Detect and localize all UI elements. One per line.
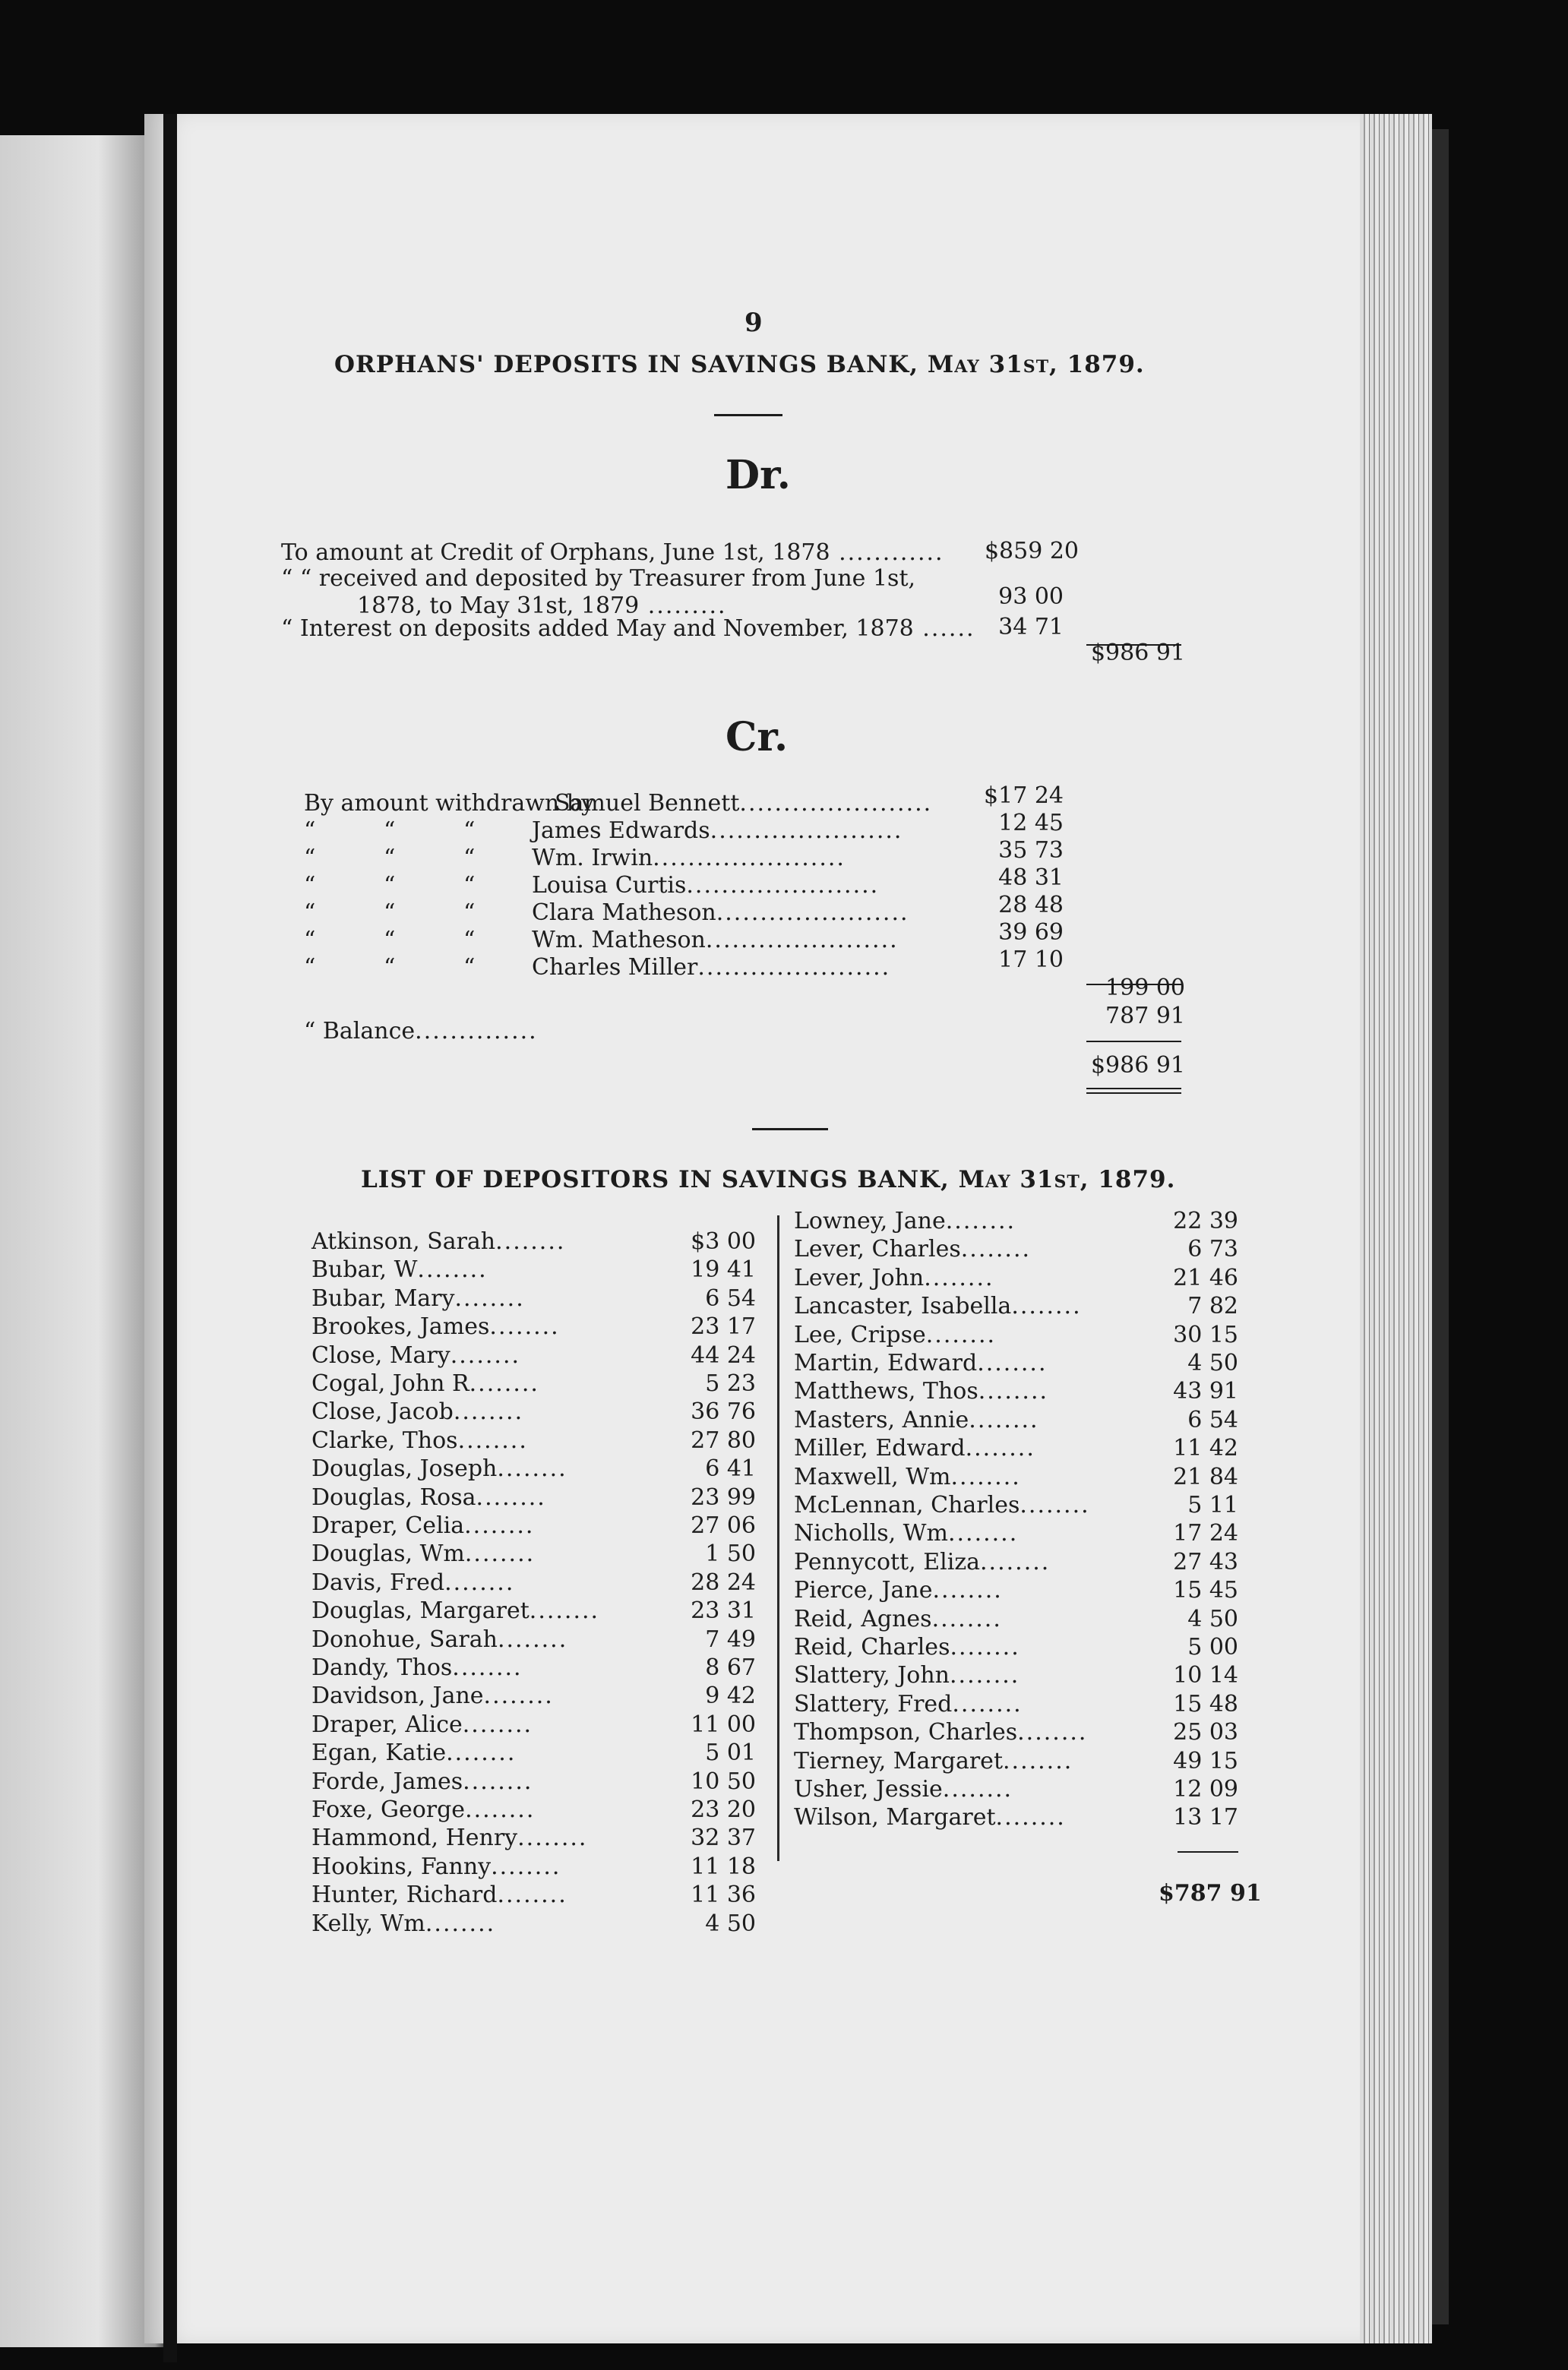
ditto-mark: “ [304,872,316,899]
depositor-name: Kelly, Wm [311,1910,425,1937]
depositor-row [311,1427,528,1455]
depositor-row [311,1256,488,1284]
dr-entry-text: To amount at Credit of Orphans, June 1st, 1878 [281,539,830,566]
depositor-name: Forde, James [311,1768,463,1795]
depositor-amount: 13 17 [1173,1804,1238,1831]
depositor-amount: 25 03 [1173,1719,1238,1746]
depositor-name: Donohue, Sarah [311,1626,498,1653]
depositor-row [794,1435,1035,1462]
depositor-name: Close, Jacob [311,1398,454,1426]
dr-entry-amount: $859 20 [984,538,1079,564]
depositor-row [794,1407,1039,1434]
cr-entry [304,927,899,953]
depositor-name: Lowney, Jane [794,1208,946,1234]
ditto-mark: “ [463,899,476,926]
dr-heading: Dr. [726,452,791,498]
depositor-name: Hammond, Henry [311,1825,518,1852]
depositor-leader: ........ [1017,1719,1088,1746]
depositor-row [311,1825,587,1852]
depositors-title-main: LIST OF DEPOSITORS IN SAVINGS BANK, [361,1166,950,1193]
depositor-amount: 12 09 [1173,1776,1238,1803]
depositor-name: Pierce, Jane [794,1577,933,1604]
depositor-row [794,1293,1082,1320]
depositor-amount: 11 36 [691,1882,756,1909]
depositors-title-date: May 31st, 1879. [958,1166,1176,1193]
depositor-row [311,1398,523,1426]
depositor-name: Lever, John [794,1264,925,1291]
depositor-row [794,1577,1003,1604]
depositor-leader: ........ [932,1577,1003,1604]
depositor-row [794,1748,1073,1775]
cr-entry-amount: 28 48 [998,892,1064,918]
depositor-name: Thompson, Charles [794,1719,1018,1746]
depositor-amount: 23 31 [691,1597,756,1625]
depositor-name: Masters, Annie [794,1406,969,1433]
title-rule [714,414,782,416]
depositor-name: Hookins, Fanny [311,1853,492,1880]
section-rule [752,1128,828,1130]
withdrawn-total: 199 00 [1105,975,1185,1001]
depositor-leader: ........ [483,1683,554,1710]
depositor-name: Hunter, Richard [311,1882,498,1909]
dr-entry-leader: ............ [830,539,944,566]
depositor-leader: ........ [960,1236,1032,1263]
depositor-amount: 21 84 [1173,1463,1238,1490]
dr-entry-text: “ Interest on deposits added May and November, 1878 [281,615,914,642]
depositor-amount: 22 39 [1173,1208,1238,1234]
depositor-leader: ........ [444,1569,515,1596]
ditto-mark: “ [384,927,396,953]
depositor-leader: ........ [980,1548,1051,1575]
ditto-mark: “ [384,954,396,981]
depositor-amount: 6 54 [1187,1406,1238,1433]
cr-entry [304,872,879,899]
depositor-row [794,1691,1023,1718]
cr-first-label: By amount withdrawn by [304,790,594,817]
depositor-name: Brookes, James [311,1313,490,1341]
depositor-row [794,1606,1002,1633]
cr-total-rule-top [1086,1041,1181,1042]
depositor-leader: ........ [453,1398,524,1426]
depositor-leader: ........ [489,1313,560,1341]
depositor-name: Slattery, Fred [794,1690,953,1717]
depositor-leader: ........ [457,1427,528,1454]
depositor-amount: 44 24 [691,1341,756,1369]
depositor-row [311,1597,599,1625]
depositor-amount: 5 11 [1187,1492,1238,1518]
cr-entry [555,790,932,817]
depositor-leader: ........ [497,1455,567,1483]
cr-entry-name: James Edwards [532,817,710,844]
depositor-amount: 15 45 [1173,1577,1238,1604]
depositor-amount: 6 54 [705,1285,756,1312]
cr-total: $986 91 [1090,1052,1185,1079]
cr-total-rule-bottom [1086,1088,1181,1089]
depositor-row [311,1540,535,1568]
depositor-leader: ........ [517,1825,588,1852]
dr-entry-amount: 34 71 [998,614,1064,640]
depositor-amount: 11 18 [691,1853,756,1880]
depositor-leader: ........ [1003,1747,1073,1774]
depositor-row [311,1370,539,1398]
depositor-row [311,1569,514,1597]
depositor-amount: 6 73 [1187,1236,1238,1263]
depositor-leader: ........ [462,1711,533,1738]
cr-entry-name: Wm. Irwin [532,845,653,871]
depositor-name: Foxe, George [311,1796,466,1823]
depositor-name: Maxwell, Wm [794,1463,951,1490]
depositor-leader: ........ [469,1370,539,1397]
depositor-row [794,1634,1020,1661]
depositor-name: Bubar, W [311,1256,418,1284]
cr-total-rule-bottom-2 [1086,1092,1181,1094]
depositor-row [794,1464,1021,1491]
ditto-mark: “ [304,817,316,844]
depositor-row [794,1662,1020,1689]
depositor-row [311,1285,525,1313]
depositor-row [794,1492,1090,1519]
ditto-mark: “ [463,817,476,844]
ditto-mark: “ [463,845,476,871]
depositors-total-rule [1178,1851,1238,1853]
depositor-amount: 1 50 [705,1540,756,1568]
cr-entry-name: Louisa Curtis [532,872,687,899]
cr-entry-amount: 12 45 [998,810,1064,836]
depositor-amount: 49 15 [1173,1747,1238,1774]
dr-total: $986 91 [1090,640,1185,666]
depositor-amount: 43 91 [1173,1378,1238,1405]
depositor-leader: ........ [476,1484,546,1511]
depositor-row [794,1719,1087,1746]
depositor-leader: ........ [446,1740,517,1767]
depositor-leader: ........ [1011,1293,1082,1320]
depositor-leader: ........ [950,1463,1021,1490]
ditto-mark: “ [304,899,316,926]
dr-entry-leader: ...... [913,615,975,642]
depositor-amount: 17 24 [1173,1520,1238,1547]
depositor-leader: ........ [417,1256,488,1284]
depositor-leader: ........ [977,1350,1048,1376]
depositor-leader: ........ [463,1768,533,1795]
ditto-mark: “ [384,899,396,926]
depositor-amount: 8 67 [705,1654,756,1681]
cr-entry [304,817,903,844]
cr-entry-name: Samuel Bennett [555,790,740,817]
depositor-amount: $3 00 [691,1228,756,1255]
depositor-leader: ........ [945,1208,1016,1234]
ditto-mark: “ [463,927,476,953]
book-cover-edge [1432,129,1449,2324]
depositor-name: Tierney, Margaret [794,1747,1003,1774]
depositor-row [311,1313,560,1341]
depositor-amount: 23 99 [691,1484,756,1511]
depositor-amount: 7 49 [705,1626,756,1653]
depositor-row [794,1804,1066,1831]
depositor-amount: 27 43 [1173,1548,1238,1575]
depositor-name: Close, Mary [311,1341,450,1369]
depositor-name: Bubar, Mary [311,1285,455,1312]
cr-entry-leader: ...................... [716,899,909,926]
depositor-amount: 7 82 [1187,1293,1238,1320]
ditto-mark: “ [384,845,396,871]
depositor-leader: ........ [931,1605,1002,1632]
depositor-name: Dandy, Thos [311,1654,453,1681]
cr-entry-name: Clara Matheson [532,899,716,926]
depositor-row [311,1228,565,1256]
depositor-row [311,1910,495,1938]
depositor-name: Miller, Edward [794,1435,966,1462]
depositor-leader: ........ [497,1882,567,1909]
depositor-amount: 32 37 [691,1825,756,1852]
depositor-name: Nicholls, Wm [794,1520,948,1547]
depositor-name: Lee, Cripse [794,1321,926,1348]
ditto-mark: “ [304,954,316,981]
depositor-row [311,1768,533,1796]
depositor-name: Egan, Katie [311,1740,447,1767]
depositor-name: Douglas, Rosa [311,1484,476,1511]
ditto-mark: “ [304,927,316,953]
left-page-edge [0,135,163,2347]
depositor-name: Draper, Alice [311,1711,463,1738]
depositor-amount: 10 50 [691,1768,756,1795]
depositor-leader: ........ [529,1597,600,1625]
depositor-amount: 10 14 [1173,1662,1238,1689]
depositor-amount: 5 23 [705,1370,756,1397]
depositors-title [361,1166,1175,1193]
depositor-name: Clarke, Thos [311,1427,458,1454]
depositor-amount: 4 50 [1187,1350,1238,1376]
depositor-leader: ........ [1020,1492,1090,1518]
depositor-name: Douglas, Joseph [311,1455,498,1483]
cr-entry-leader: ...................... [686,872,880,899]
depositor-name: Douglas, Margaret [311,1597,530,1625]
cr-entry-leader: ...................... [653,845,846,871]
depositor-name: Atkinson, Sarah [311,1228,496,1255]
cr-heading: Cr. [726,714,789,760]
column-divider [777,1215,779,1861]
depositor-row [311,1484,546,1512]
depositor-row [794,1236,1031,1263]
depositor-amount: 21 46 [1173,1264,1238,1291]
cr-entry-leader: ...................... [739,790,933,817]
depositor-amount: 28 24 [691,1569,756,1596]
dr-entry-text: “ “ received and deposited by Treasurer from June 1st, [281,565,916,592]
balance-label-text: “ Balance [304,1018,416,1044]
depositor-leader: ........ [995,1804,1066,1831]
depositor-amount: 11 00 [691,1711,756,1738]
depositor-amount: 27 80 [691,1427,756,1454]
depositor-amount: 15 48 [1173,1690,1238,1717]
balance-label: “ Balance.............. [304,1018,538,1044]
depositor-name: Reid, Agnes [794,1605,932,1632]
cr-entry-amount: 17 10 [998,946,1064,973]
depositor-row [311,1853,561,1881]
depositor-name: Martin, Edward [794,1350,978,1376]
depositor-row [794,1208,1016,1235]
depositor-leader: ........ [465,1796,536,1823]
depositor-leader: ........ [497,1626,568,1653]
depositor-name: Usher, Jessie [794,1776,943,1803]
cr-entry-amount: $17 24 [984,782,1064,809]
depositor-leader: ........ [495,1228,566,1255]
depositor-amount: 27 06 [691,1512,756,1539]
depositor-leader: ........ [924,1264,994,1291]
dr-entry [281,539,944,566]
page-number: 9 [744,308,763,338]
orphans-title-date: May 31st, 1879. [927,351,1145,378]
depositor-leader: ........ [950,1662,1020,1689]
depositor-name: Cogal, John R [311,1370,469,1397]
depositor-row [311,1711,533,1739]
ditto-mark: “ [304,845,316,871]
depositor-amount: 23 20 [691,1796,756,1823]
depositor-row [311,1512,534,1540]
depositor-name: Davis, Fred [311,1569,445,1596]
depositor-amount: 4 50 [1187,1605,1238,1632]
depositor-row [311,1740,516,1767]
ditto-mark: “ [384,817,396,844]
depositor-amount: 4 50 [705,1910,756,1937]
dr-entry-leader: ......... [639,592,727,619]
depositor-leader: ........ [952,1690,1023,1717]
orphans-title [334,351,1145,378]
depositor-amount: 9 42 [705,1683,756,1710]
depositor-amount: 36 76 [691,1398,756,1426]
depositor-amount: 5 01 [705,1740,756,1767]
depositor-name: Wilson, Margaret [794,1804,996,1831]
orphans-title-main: ORPHANS' DEPOSITS IN SAVINGS BANK, [334,351,919,378]
depositor-row [794,1776,1013,1803]
depositor-row [311,1455,567,1483]
depositor-name: Draper, Celia [311,1512,465,1539]
ditto-mark: “ [463,954,476,981]
depositor-row [311,1342,520,1370]
cr-entry-amount: 48 31 [998,864,1064,891]
depositor-leader: ........ [491,1853,561,1880]
depositor-leader: ........ [464,1512,535,1539]
dr-entry [281,615,975,642]
depositor-leader: ........ [965,1435,1035,1462]
dr-entry [281,565,915,592]
dr-entry-text: 1878, to May 31st, 1879 [357,592,640,619]
depositor-row [311,1683,554,1710]
depositor-leader: ........ [950,1634,1020,1661]
depositor-leader: ........ [464,1540,536,1568]
cr-entry-amount: 35 73 [998,837,1064,864]
depositor-leader: ........ [942,1776,1013,1803]
cr-entry-name: Wm. Matheson [532,927,706,953]
depositor-leader: ........ [425,1910,496,1937]
depositor-leader: ........ [452,1654,523,1681]
cr-entry-name: Charles Miller [532,954,698,981]
depositor-name: Lancaster, Isabella [794,1293,1012,1320]
depositor-amount: 30 15 [1173,1321,1238,1348]
depositor-amount: 5 00 [1187,1634,1238,1661]
cr-entry-amount: 39 69 [998,919,1064,946]
depositor-row [794,1350,1048,1377]
depositor-row [311,1882,567,1909]
depositor-amount: 23 17 [691,1313,756,1341]
depositor-row [311,1654,523,1682]
ditto-mark: “ [384,872,396,899]
page-stack-edge [1360,114,1432,2343]
depositors-total: $787 91 [1159,1880,1262,1907]
depositor-row [794,1322,996,1349]
depositor-amount: 19 41 [691,1256,756,1284]
cr-entry-leader: ...................... [697,954,891,981]
cr-entry [304,899,909,926]
depositor-leader: ........ [978,1378,1049,1405]
depositor-leader: ........ [969,1406,1039,1433]
ditto-mark: “ [463,872,476,899]
depositor-row [794,1265,994,1292]
cr-entry-leader: ...................... [710,817,903,844]
dr-entry-amount: 93 00 [998,583,1064,610]
depositor-row [794,1520,1018,1547]
depositor-row [794,1549,1050,1576]
cr-entry-leader: ...................... [705,927,899,953]
depositor-name: McLennan, Charles [794,1492,1020,1518]
depositor-name: Slattery, John [794,1662,950,1689]
depositor-name: Douglas, Wm [311,1540,465,1568]
depositor-name: Pennycott, Eliza [794,1548,981,1575]
depositor-name: Davidson, Jane [311,1683,484,1710]
depositor-amount: 11 42 [1173,1435,1238,1462]
depositor-name: Matthews, Thos [794,1378,978,1405]
depositor-leader: ........ [454,1285,525,1312]
depositor-name: Lever, Charles [794,1236,961,1263]
depositor-leader: ........ [925,1321,997,1348]
depositor-amount: 6 41 [705,1455,756,1483]
depositor-row [311,1796,535,1824]
depositor-row [794,1378,1048,1405]
cr-entry [304,954,890,981]
depositor-leader: ........ [947,1520,1019,1547]
book-gutter [163,114,177,2362]
depositor-leader: ........ [450,1341,521,1369]
depositor-row [311,1626,567,1654]
depositor-name: Reid, Charles [794,1634,950,1661]
balance-amount: 787 91 [1105,1003,1185,1029]
cr-entry [304,845,846,871]
